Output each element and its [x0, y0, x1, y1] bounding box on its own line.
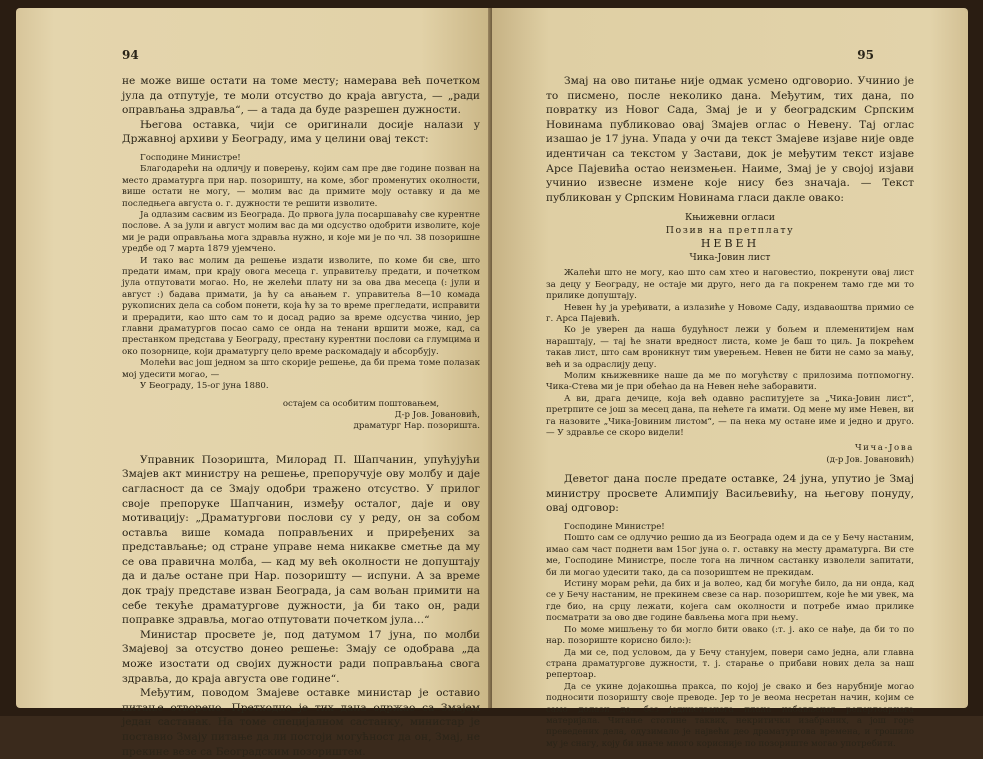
salutation: Господине Министре!: [564, 522, 665, 533]
left-page-body: [122, 74, 480, 759]
paragraph: Змај на ово питање није одмак усмено одговорио. Учинио је то писмено, после неколико дана. Међутим, тих дана, по повратку из Новог Сада, Змај је и у београдским Српским Новинама публиковао овај Змајев оглас о Невену. Тај оглас изашао је 17 јуна. Упада у очи да текст Змајеве изјаве није овде идентичан са текстом у Застави, док је међутим текст изјаве Арсе Пајевића остао неизмењен. Наиме, Змај је у својој изјави учинио извесне измене које нису без значаја. — Текст публикован у Српским Новинама гласи даклe овако:: [546, 75, 914, 204]
letter-date: У Београду, 15-ог јуна 1880.: [140, 381, 269, 392]
ad-subheading: Позив на претплату: [665, 225, 795, 237]
ad-paragraph: Молим књижевнике наше да ме по могућству с прилозима потпомогну. Чика-Стева ми је при обећао да на Невен неће заборавити.: [546, 371, 914, 393]
paragraph: Међутим, поводом Змајеве оставке министар је оставио питање отворено. Претходно је тих дана одржао са Змајем један састанак. На томе специјалном састанку, министар је поставио Змају питање да ли постоји могућност да он, Змај, не прекине везе са Београдским позориштем.: [122, 687, 480, 758]
ad-paragraph: А ви, драга дечице, која већ одавно распитујете за „Чика-Јовин лист“, претрпите се још за месец дана, па нећете га имати. Од мене му име Невен, ви га назовите „Чика-Јовиним листом“, — па нека му остане име и једно и друго. — У здравље се скоро видели!: [546, 393, 914, 439]
ad-title: НЕВЕН: [700, 237, 760, 251]
letter-closing: остајем са особитим поштовањем,: [282, 398, 440, 409]
ad-signature-name: (д-р Јов. Јовановић): [826, 454, 914, 465]
letter-signature-title: драматург Нар. позоришта.: [353, 421, 480, 432]
letter-paragraph: Молећи вас још једном за што скорије решење, да би према томе полазак мој удесити могао, —: [122, 358, 480, 380]
letter-paragraph: Да ми се, под условом, да у Бечу станујем, повери само једна, али главна страна драматургове дужности, т. ј. старање о прибави нових дела за наш репертоар.: [546, 647, 914, 681]
letter-paragraph: Да се укине дојакошња пракса, по којој је свако и без нарубније могао подносити позоришту своје преводе. Јер то је веома несретан начин, којим се само долази до, без јединственога плана набављеног репертоарнога материјала. Читање стотине таквих, некритички изабраних, а још горе преведених дела, одузимало је највећи део драматургова времена, и трошило му је снагу, коју би иначе много корисније по позориште могао употребити.: [546, 681, 914, 749]
quoted-letter: [122, 153, 480, 433]
ad-paragraph: Ко је уверен да наша будућност лежи у бољем и племенитијем нам нараштају, — тај ће знати вредност листа, коме је баш то циљ. Ја покрећем такав лист, што сам вроникнут тим уверењем. Невен не бити не само за мању, већ и за одраслију децу.: [546, 325, 914, 370]
page-number-right: 95: [857, 48, 874, 62]
right-page: [492, 8, 968, 749]
paragraph: Министар просвете је, под датумом 17 јуна, по молби Змајевој за отсуство донео решење: Змају се одобрава „да може изостати од својих дужности ради поправљања свога здравља, до краја августа ове године“.: [122, 628, 480, 685]
ad-heading: Књижевни огласи: [684, 212, 776, 224]
ad-paragraph: Жалећи што не могу, као што сам хтео и наговестио, покренути овај лист за децу у Београду, не остаје ми друго, него да га покренем тамо где ми то прилике допуштају.: [546, 268, 914, 302]
paragraph: Управник Позоришта, Милорад П. Шапчанин, упућујући Змајев акт министру на решење, препоручује ову молбу и даје сагласност да се Змају одобри тражено отсуство. У прилог своје препоруке Шапчанин, између осталог, даје и ову мотивацију: „Драматургови послови су у реду, он за собом оставља више комада поправљених и приређених за представљање; од стране управе нема никакве сметње да му се ова правична молба, — кад му већ околности не допуштају да и даље остане при Нар. позоришту — испуни. А за време док трају представе изван Београда, ја сам вољан примити на себе текуће драматургове дужности, ја би тако он, ради поправке здравља, могао отпутовати почетком јула…“: [122, 453, 480, 627]
ad-subtitle: Чика-Јовин лист: [689, 252, 771, 264]
letter-signature: Д-р Јов. Јовановић,: [394, 409, 480, 420]
resignation-letter: [546, 522, 914, 750]
left-page: [16, 8, 492, 758]
ad-signature: Чича-Јова: [854, 443, 914, 454]
letter-paragraph: По моме мишљењу то би могло бити овако (:т. ј. ако се нађе, да би то по нар. позориште корисно било:):: [546, 624, 914, 647]
letter-paragraph: Ја одлазим сасвим из Београда. До првога јула посаршаваћу све курентне послове. А за јули и август молим вас да ми одсуство одобрити изволите, које ми је ради оправљања мога здравља нужно, и које ми је по чл. 38 позоришне уредбе од 7 марта 1879 ујемчено.: [122, 210, 480, 255]
salutation: Господине Министре!: [140, 152, 241, 163]
page-number-left: 94: [122, 48, 139, 62]
right-page-body: [546, 74, 914, 750]
letter-paragraph: Истину морам рећи, да бих и ја волео, кад би могуће било, да ни онда, кад се у Бечу настаним, не прекинем свезе са нар. позориштем, које ће ми увек, ма где био, на срцу лежати, којега сам околности и потребе имао прилике посматрати за ово две године бављења мога при њему.: [546, 579, 914, 624]
ad-text: [546, 268, 914, 466]
paragraph: Његова оставка, чији се оригинали досије налази у Државној архиви у Београду, има у целини овај текст:: [122, 118, 480, 146]
letter-paragraph: Пошто сам се одлучио решио да из Београда одем и да се у Бечу настаним, имао сам част поднети вам 15ог јуна о. г. оставку на месту драматурга. Ви сте ме, Господине Министре, после тога на личном састанку изволели запитати, би ли могао удесити тако, да са позориштем не прекидам.: [546, 533, 914, 578]
paragraph: Деветог дана после предате оставке, 24 јуна, упутио је Змај министру просвете Алимпију Васиљевићу, на његову понуду, овај одговор:: [546, 473, 914, 515]
paragraph: не може више остати на томе месту; намерава већ почетком јула да отпутује, те моли отсуство до краја августа, — „ради оправљања здравља“, — а тада да буде разрешен дужности.: [122, 75, 480, 117]
ad-paragraph: Невен ћу ја уређивати, а излазиће у Новоме Саду, издаваоштва примио се г. Арса Пајевић.: [546, 302, 914, 324]
letter-paragraph: И тако вас молим да решење издати изволите, по коме би све, што предати имам, при крају овога месеца г. управитељу предати, и почетком јула отпутовати могао. Но, не желећи плату ни за ова два месеца (: јули и август :) бадава примати, ја ћу са ањањем г. управитеља 8—10 комада рукописних дела са собом понети, која ћу за то време прегледати, исправити и прерадити, као што сам то и досад радио за време одсуства чинио, јер главни драматургов посао само се онда на тенани вршити може, кад, са престанком представа у Београду, престану курентни послови са глумцима и око позорнице, који драматургу цело време раскомадају и абсорбују.: [122, 255, 480, 357]
letter-paragraph: Благодарећи на одличју и поверењу, којим сам пре две године позван на место драматурга при нар. позоришту, на коме, због променутих околности, више остати не могу, — молим вас да примите моју оставку и да ме последњега августа о. г. дужности те решити изволите.: [122, 164, 480, 209]
